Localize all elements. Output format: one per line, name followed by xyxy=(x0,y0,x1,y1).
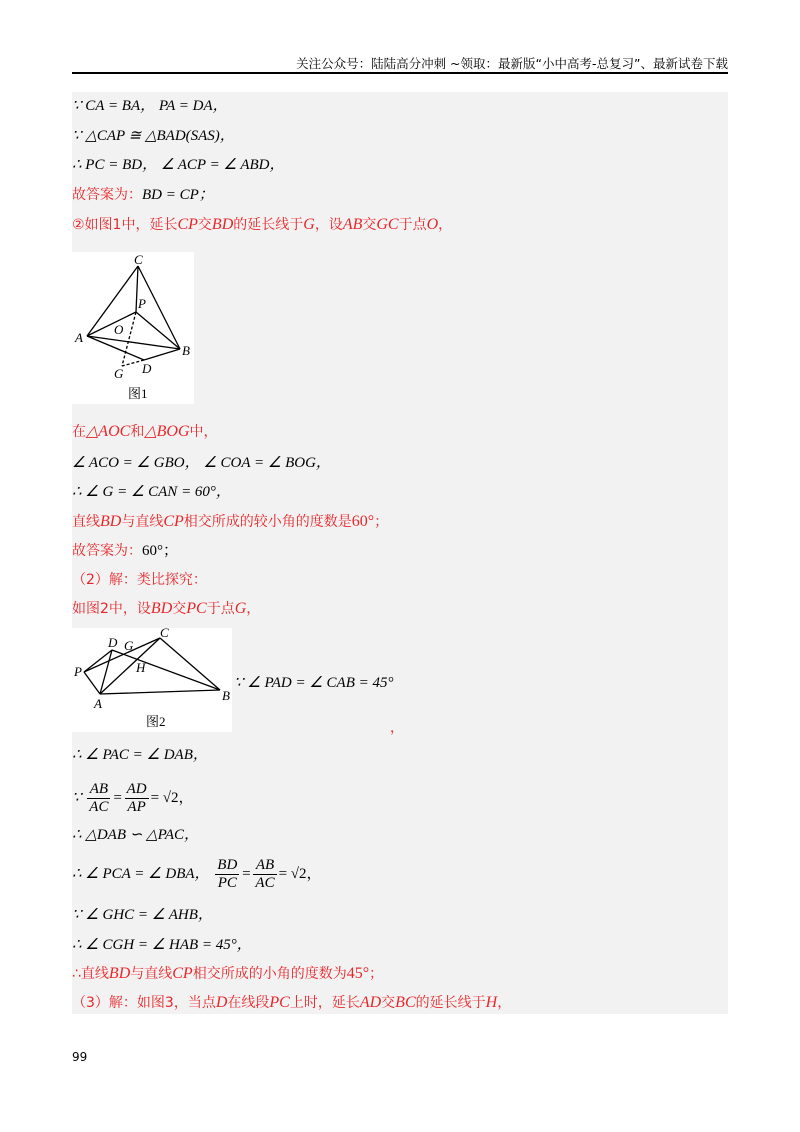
fig2-label-c: C xyxy=(160,628,169,640)
fig1-caption: 图1 xyxy=(128,386,148,401)
line-11: （2）解：类比探究： xyxy=(72,572,207,588)
fig2-caption: 图2 xyxy=(146,714,166,729)
figure-1 xyxy=(72,252,194,404)
line-15: ∵ $\frac{AB}{AC}$ = $\frac{AD}{AP}$ = √2， xyxy=(72,781,194,816)
page-header: 关注公众号：陆陆高分冲刺 ~领取：最新版“小中高考-总复习”、最新试卷下载 xyxy=(296,56,728,71)
fig2-label-g: G xyxy=(124,638,134,653)
figure-2 xyxy=(72,628,232,732)
figure-2-diagram xyxy=(72,628,232,732)
line-17: ∴ ∠ PCA = ∠ DBA， $\frac{BD}{PC}$ = $\frac{AB}{AC}$ = √2， xyxy=(72,857,322,892)
fig2-label-h: H xyxy=(136,660,146,675)
solution-content xyxy=(72,92,728,1014)
header-rule xyxy=(72,72,728,74)
line-3: ∴ PC = BD， ∠ ACP = ∠ ABD， xyxy=(72,157,285,173)
fig1-label-p: P xyxy=(138,296,146,311)
page-number: 99 xyxy=(72,1050,88,1064)
fig1-label-b: B xyxy=(182,343,190,358)
line-6: 在△AOC和△BOG中， xyxy=(72,423,218,440)
line-21: （3）解：如图3，当点D在线段PC上时，延长AD交BC的延长线于H， xyxy=(72,994,512,1011)
fraction-ad-ap: $\frac{AD}{AP}$ xyxy=(126,781,147,816)
line-12: 如图2中，设BD交PC于点G， xyxy=(72,600,261,617)
fig2-label-b: B xyxy=(222,688,230,703)
fraction-ab-ac-2: $\frac{AB}{AC}$ xyxy=(255,857,275,892)
line-18: ∵ ∠ GHC = ∠ AHB， xyxy=(72,907,213,923)
fraction-bd-pc: $\frac{BD}{PC}$ xyxy=(217,857,238,892)
fig1-label-c: C xyxy=(134,252,143,267)
line-19: ∴ ∠ CGH = ∠ HAB = 45°， xyxy=(72,937,252,953)
line-5: ②如图1中，延长CP交BD的延长线于G，设AB交GC于点O， xyxy=(72,216,453,233)
line-16: ∴ △DAB ∽ △PAC， xyxy=(72,827,199,843)
fig2-label-a: A xyxy=(94,696,102,711)
fig1-label-d: D xyxy=(142,361,152,376)
fig1-label-g: G xyxy=(114,366,124,381)
line-20: ∴直线BD与直线CP相交所成的小角的度数为45°； xyxy=(72,965,384,982)
line-1: ∵ CA = BA， PA = DA， xyxy=(72,98,228,114)
line-9: 直线BD与直线CP相交所成的较小角的度数是60°； xyxy=(72,513,389,530)
figure-1-diagram xyxy=(72,252,194,404)
line-8: ∴ ∠ G = ∠ CAN = 60°， xyxy=(72,484,231,500)
fig2-label-p: P xyxy=(74,664,82,679)
line-7: ∠ ACO = ∠ GBO， ∠ COA = ∠ BOG， xyxy=(72,455,331,471)
fig2-label-d: D xyxy=(108,635,118,650)
line-14: ∴ ∠ PAC = ∠ DAB， xyxy=(72,747,208,763)
line-4: 故答案为：BD = CP； xyxy=(72,187,214,203)
line-13-comma: ， xyxy=(390,720,404,736)
line-2: ∵ △CAP ≅ △BAD(SAS)， xyxy=(72,128,235,144)
line-13: ∵ ∠ PAD = ∠ CAB = 45° xyxy=(234,675,394,691)
fig1-label-o: O xyxy=(114,322,124,337)
fig1-label-a: A xyxy=(75,330,83,345)
line-10: 故答案为：60°； xyxy=(72,543,178,559)
fraction-ab-ac: $\frac{AB}{AC}$ xyxy=(89,781,109,816)
